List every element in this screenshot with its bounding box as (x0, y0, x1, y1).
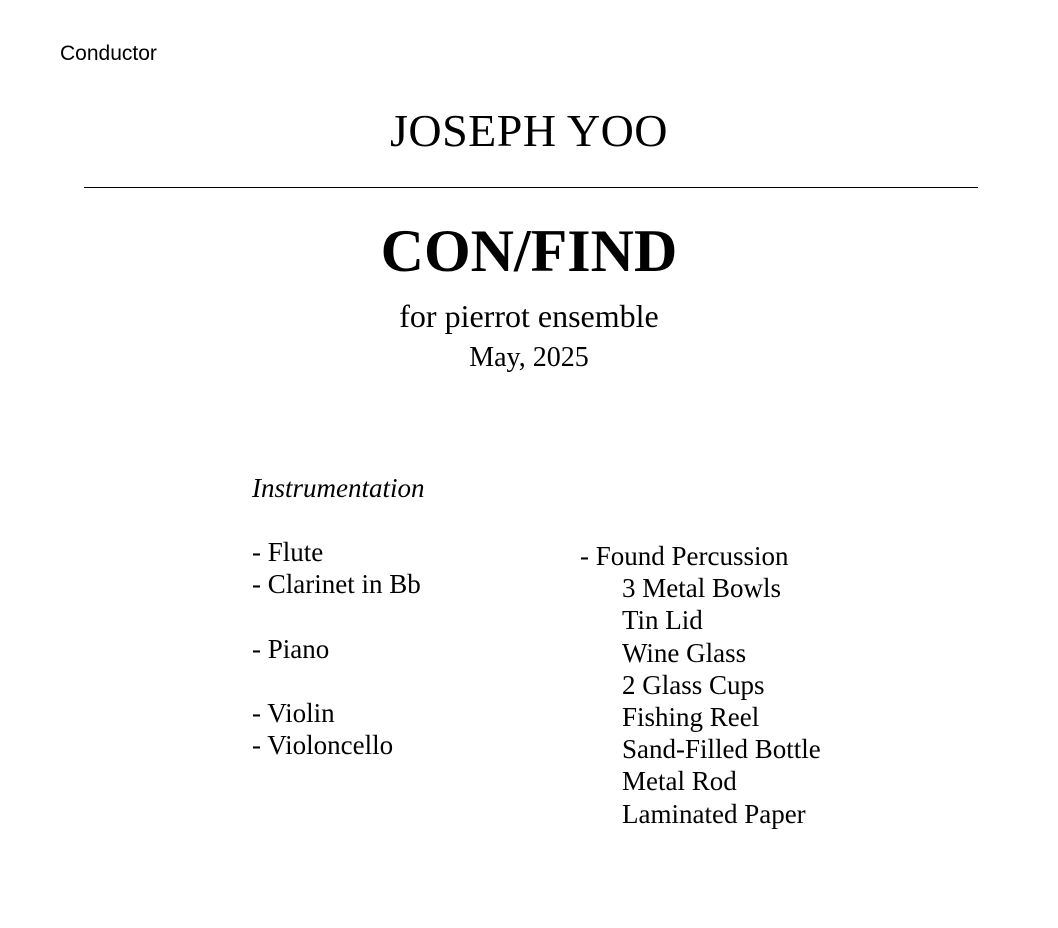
instrument-list-right (580, 540, 821, 830)
percussion-item: Fishing Reel (622, 701, 760, 732)
group-spacer (252, 665, 421, 697)
instrument-item-clarinet: - Clarinet in Bb (252, 569, 421, 600)
instrument-item-violin: - Violin (252, 697, 335, 728)
percussion-item: Sand-Filled Bottle (622, 734, 821, 765)
composer-name: JOSEPH YOO (389, 105, 669, 156)
group-spacer (252, 600, 421, 632)
divider-rule (84, 187, 978, 188)
instrument-item-flute: - Flute (252, 537, 324, 567)
instrument-item-found-percussion: - Found Percussion (580, 541, 789, 571)
work-subtitle: for pierrot ensemble (399, 298, 659, 334)
percussion-item: Laminated Paper (622, 798, 806, 829)
work-date: May, 2025 (469, 342, 589, 373)
part-label: Conductor (60, 42, 157, 65)
instrument-item-piano: - Piano (252, 633, 330, 664)
instrumentation-heading: Instrumentation (252, 473, 425, 503)
percussion-item: 2 Glass Cups (622, 669, 765, 700)
percussion-item: Tin Lid (622, 605, 703, 636)
work-title: CON/FIND (380, 218, 678, 284)
percussion-item: Metal Rod (622, 766, 737, 797)
percussion-item: 3 Metal Bowls (622, 573, 781, 604)
instrument-item-violoncello: - Violoncello (252, 730, 394, 761)
percussion-item: Wine Glass (622, 637, 747, 668)
instrument-list-left (252, 536, 421, 761)
